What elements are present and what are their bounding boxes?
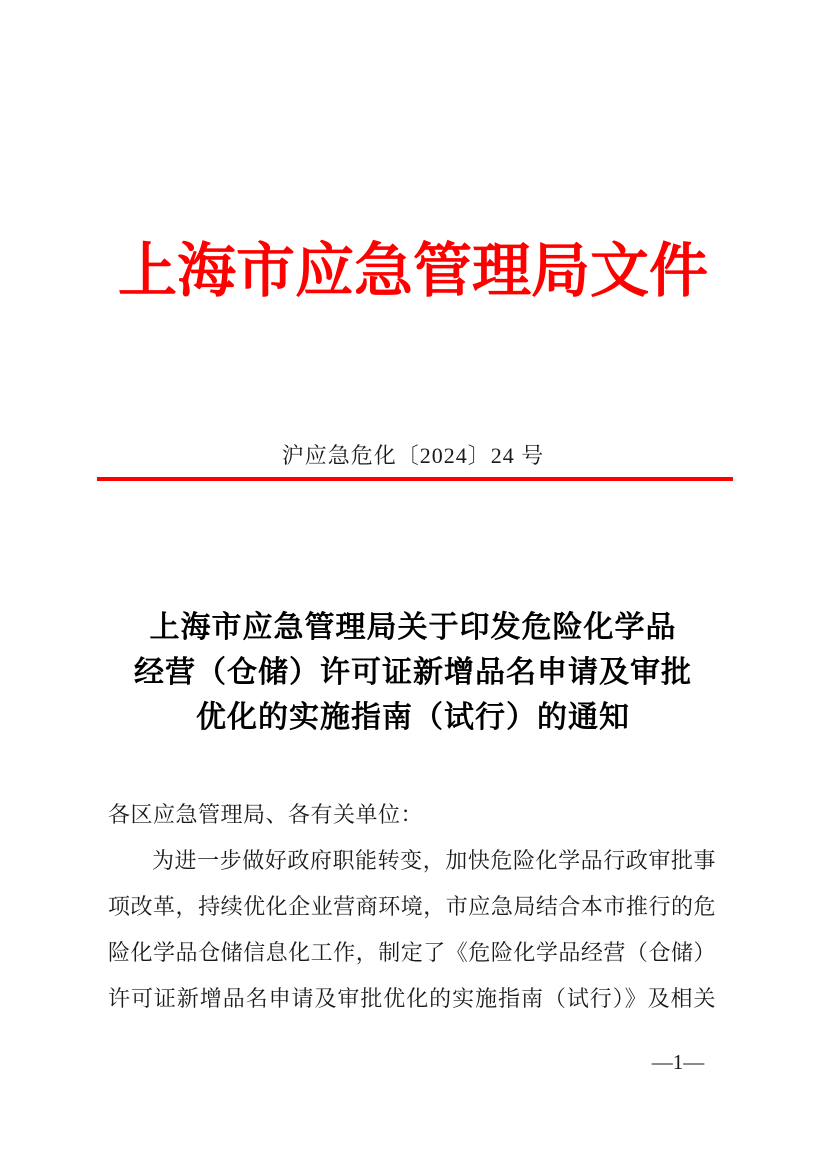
letterhead-red-rule (97, 477, 733, 481)
notice-title-line-1: 上海市应急管理局关于印发危险化学品 (149, 611, 677, 644)
body-paragraph-line-1: 为进一步做好政府职能转变，加快危险化学品行政审批事 (152, 848, 716, 873)
body-paragraph-line-2: 项改革，持续优化企业营商环境，市应急局结合本市推行的危 (108, 894, 716, 919)
notice-title (0, 605, 826, 740)
body-salutation: 各区应急管理局、各有关单位： (108, 802, 424, 827)
letterhead-agency-title: 上海市应急管理局文件 (117, 238, 708, 304)
notice-title-line-2: 经营（仓储）许可证新增品名申请及审批 (134, 656, 692, 689)
document-reference-number: 沪应急危化〔2024〕24 号 (281, 443, 545, 468)
footer-page-number: —1— (651, 1050, 705, 1074)
body-paragraph-line-4: 许可证新增品名申请及审批优化的实施指南（试行）》及相关 (108, 986, 716, 1011)
body-paragraph-line-3: 险化学品仓储信息化工作，制定了《危险化学品经营（仓储） (108, 940, 716, 965)
notice-body (108, 792, 716, 1022)
notice-title-line-3: 优化的实施指南（试行）的通知 (196, 701, 630, 734)
